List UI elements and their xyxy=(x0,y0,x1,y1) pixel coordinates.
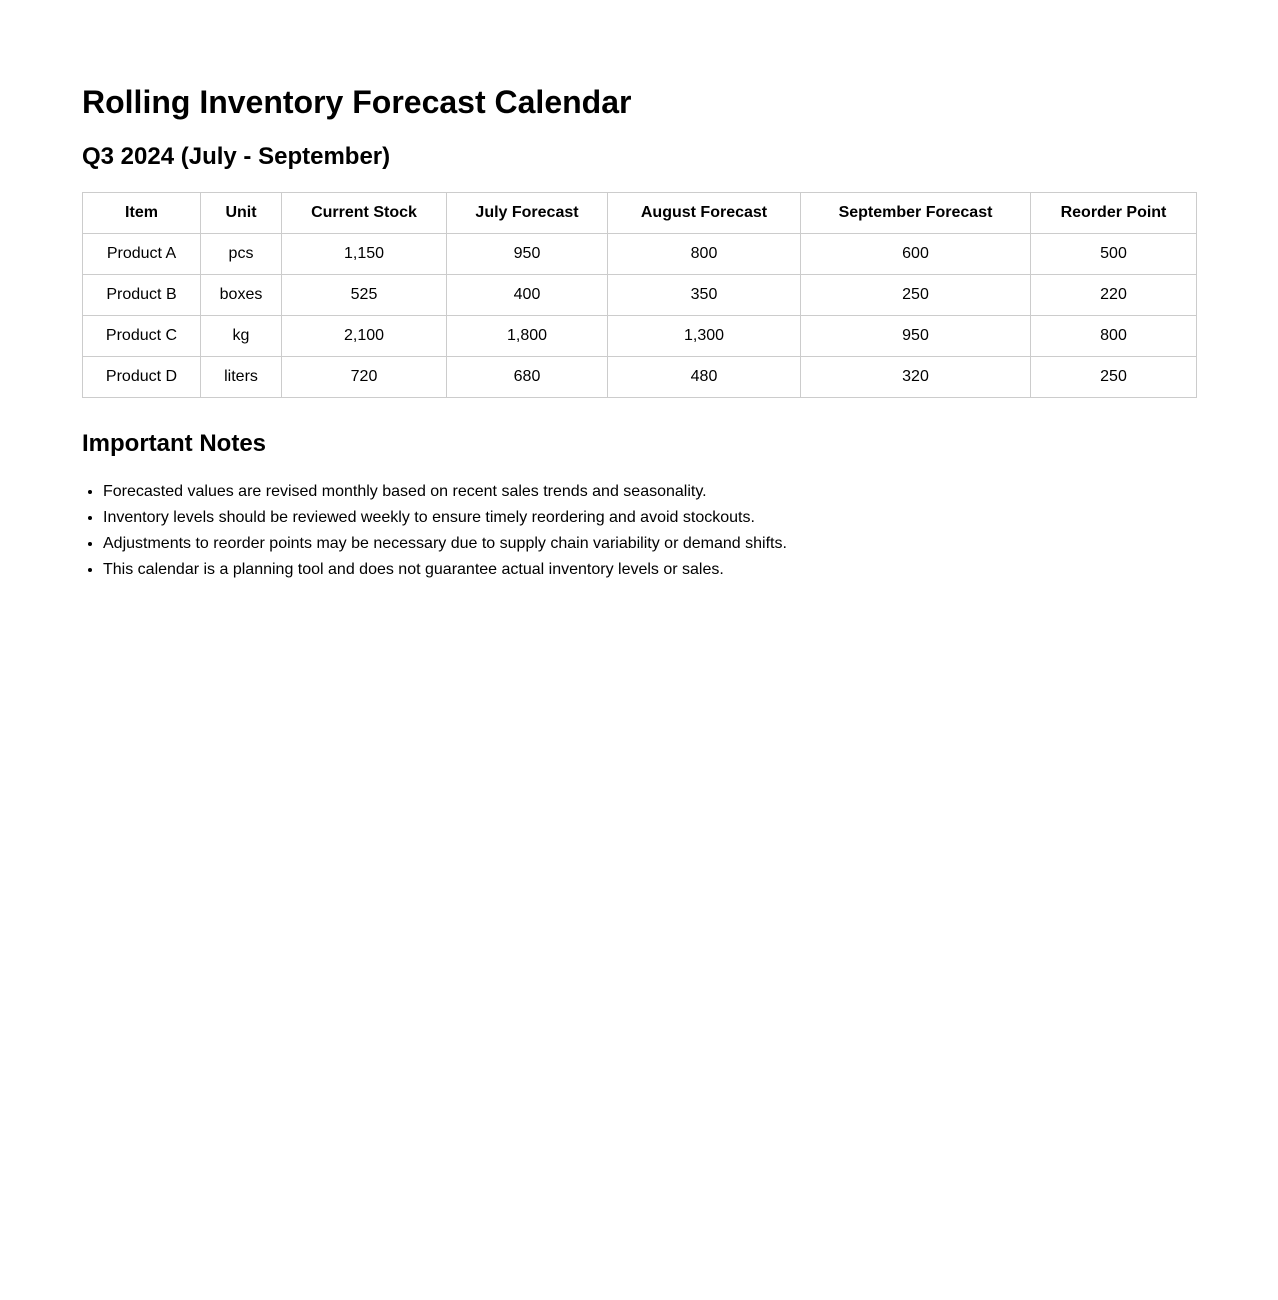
column-header-july-forecast: July Forecast xyxy=(447,193,608,234)
cell-unit: pcs xyxy=(201,234,282,275)
cell-august-forecast: 1,300 xyxy=(608,316,801,357)
cell-august-forecast: 350 xyxy=(608,275,801,316)
document-page xyxy=(0,0,1278,583)
cell-august-forecast: 800 xyxy=(608,234,801,275)
cell-unit: kg xyxy=(201,316,282,357)
cell-august-forecast: 480 xyxy=(608,357,801,398)
cell-current-stock: 1,150 xyxy=(282,234,447,275)
list-item: • This calendar is a planning tool and does not guarantee actual inventory levels or sales. xyxy=(103,557,1196,583)
cell-september-forecast: 320 xyxy=(801,357,1031,398)
cell-current-stock: 2,100 xyxy=(282,316,447,357)
cell-current-stock: 720 xyxy=(282,357,447,398)
column-header-reorder-point: Reorder Point xyxy=(1031,193,1197,234)
list-item: • Forecasted values are revised monthly based on recent sales trends and seasonality. xyxy=(103,479,1196,505)
cell-item: Product A xyxy=(83,234,201,275)
cell-reorder-point: 220 xyxy=(1031,275,1197,316)
cell-july-forecast: 950 xyxy=(447,234,608,275)
table-row xyxy=(83,316,1197,357)
notes-list xyxy=(82,479,1196,583)
column-header-unit: Unit xyxy=(201,193,282,234)
cell-september-forecast: 950 xyxy=(801,316,1031,357)
column-header-current-stock: Current Stock xyxy=(282,193,447,234)
column-header-august-forecast: August Forecast xyxy=(608,193,801,234)
table-header-row xyxy=(83,193,1197,234)
cell-current-stock: 525 xyxy=(282,275,447,316)
cell-july-forecast: 400 xyxy=(447,275,608,316)
cell-reorder-point: 800 xyxy=(1031,316,1197,357)
cell-reorder-point: 500 xyxy=(1031,234,1197,275)
forecast-table xyxy=(82,192,1197,398)
cell-item: Product B xyxy=(83,275,201,316)
page-subtitle: Q3 2024 (July - September) xyxy=(82,143,391,170)
table-row xyxy=(83,275,1197,316)
cell-item: Product C xyxy=(83,316,201,357)
list-item: • Adjustments to reorder points may be necessary due to supply chain variability or demand shifts. xyxy=(103,531,1196,557)
table-row xyxy=(83,234,1197,275)
page-title: Rolling Inventory Forecast Calendar xyxy=(82,84,632,120)
cell-reorder-point: 250 xyxy=(1031,357,1197,398)
list-item: • Inventory levels should be reviewed weekly to ensure timely reordering and avoid stockouts. xyxy=(103,505,1196,531)
cell-unit: boxes xyxy=(201,275,282,316)
cell-unit: liters xyxy=(201,357,282,398)
cell-september-forecast: 250 xyxy=(801,275,1031,316)
column-header-item: Item xyxy=(83,193,201,234)
table-row xyxy=(83,357,1197,398)
cell-july-forecast: 680 xyxy=(447,357,608,398)
cell-september-forecast: 600 xyxy=(801,234,1031,275)
cell-item: Product D xyxy=(83,357,201,398)
cell-july-forecast: 1,800 xyxy=(447,316,608,357)
notes-heading: Important Notes xyxy=(82,430,267,457)
column-header-september-forecast: September Forecast xyxy=(801,193,1031,234)
